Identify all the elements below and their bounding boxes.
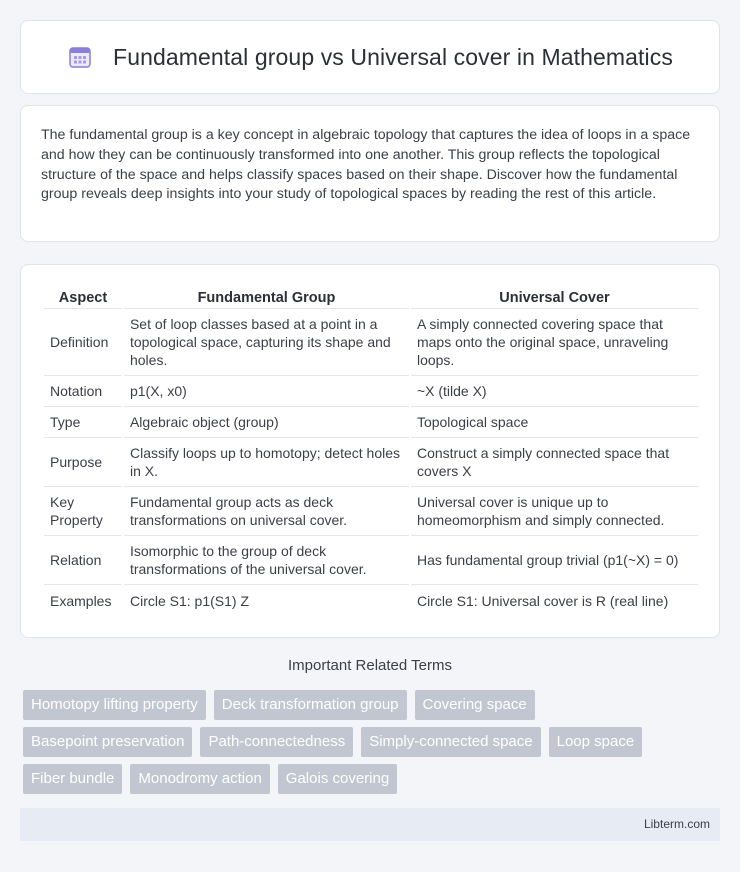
tag-row: [23, 690, 723, 720]
table-cell-fundamental: Classify loops up to homotopy; detect holes in X.: [124, 438, 409, 487]
table-header-row: [44, 285, 698, 309]
header-universal-cover: Universal Cover: [411, 285, 698, 309]
table-cell-fundamental: Set of loop classes based at a point in a topological space, capturing its shape and holes.: [124, 309, 409, 376]
intro-text: The fundamental group is a key concept in algebraic topology that captures the idea of loops in a space and how they can be continuously transformed into one another. This group reflects the topological structure of the space and helps classify spaces based on their shape. Discover how the fundamental group reveals deep insights into your study of topological spaces by reading the rest of this article.: [41, 127, 691, 203]
tag-monodromy-action[interactable]: Monodromy action: [130, 764, 269, 794]
footer: [20, 808, 720, 841]
tag-row: [23, 727, 723, 757]
table-row: [44, 585, 698, 616]
header-fundamental-group: Fundamental Group: [124, 285, 409, 309]
table-cell-universal: A simply connected covering space that maps onto the original space, unraveling loops.: [411, 309, 698, 376]
table-row: [44, 309, 698, 376]
table-row: [44, 487, 698, 536]
table-row: [44, 438, 698, 487]
table-cell-aspect: Notation: [44, 376, 122, 407]
table-cell-fundamental: Fundamental group acts as deck transformations on universal cover.: [124, 487, 409, 536]
tag-deck-transformation-group[interactable]: Deck transformation group: [214, 690, 407, 720]
table-cell-universal: Has fundamental group trivial (p1(~X) = 0): [411, 536, 698, 585]
intro-section: [20, 105, 720, 242]
table-cell-aspect: Key Property: [44, 487, 122, 536]
table-cell-aspect: Relation: [44, 536, 122, 585]
related-terms-title: Important Related Terms: [288, 657, 452, 674]
tag-path-connectedness[interactable]: Path-connectedness: [200, 727, 353, 757]
table-cell-universal: Construct a simply connected space that covers X: [411, 438, 698, 487]
calendar-icon: [67, 44, 93, 70]
table-cell-universal: Universal cover is unique up to homeomorphism and simply connected.: [411, 487, 698, 536]
table-cell-aspect: Type: [44, 407, 122, 438]
tag-simply-connected-space[interactable]: Simply-connected space: [361, 727, 540, 757]
tag-fiber-bundle[interactable]: Fiber bundle: [23, 764, 122, 794]
page-header: [20, 20, 720, 94]
table-row: [44, 407, 698, 438]
related-terms-list: [23, 690, 723, 801]
comparison-table: [42, 285, 700, 616]
table-cell-fundamental: Circle S1: p1(S1) Z: [129, 592, 250, 609]
footer-site-link[interactable]: Libterm.com: [643, 817, 710, 831]
tag-galois-covering[interactable]: Galois covering: [278, 764, 397, 794]
table-cell-universal: Topological space: [411, 407, 698, 438]
comparison-table-card: [20, 264, 720, 638]
table-cell-universal: ~X (tilde X): [411, 376, 698, 407]
table-cell-aspect: Purpose: [44, 438, 122, 487]
page-title: Fundamental group vs Universal cover in Mathematics: [113, 43, 673, 70]
tag-basepoint-preservation[interactable]: Basepoint preservation: [23, 727, 192, 757]
tag-row: [23, 764, 723, 794]
table-cell-aspect: Definition: [44, 309, 122, 376]
tag-homotopy-lifting-property[interactable]: Homotopy lifting property: [23, 690, 206, 720]
table-cell-fundamental: p1(X, x0): [124, 376, 409, 407]
header-aspect: Aspect: [44, 285, 122, 309]
table-cell-fundamental: Isomorphic to the group of deck transformations of the universal cover.: [124, 536, 409, 585]
tag-covering-space[interactable]: Covering space: [415, 690, 535, 720]
tag-loop-space[interactable]: Loop space: [549, 727, 643, 757]
table-cell-universal: Circle S1: Universal cover is R (real line): [416, 592, 669, 609]
table-cell-aspect: Examples: [50, 592, 112, 609]
table-row: [44, 376, 698, 407]
table-row: [44, 536, 698, 585]
table-cell-fundamental: Algebraic object (group): [124, 407, 409, 438]
